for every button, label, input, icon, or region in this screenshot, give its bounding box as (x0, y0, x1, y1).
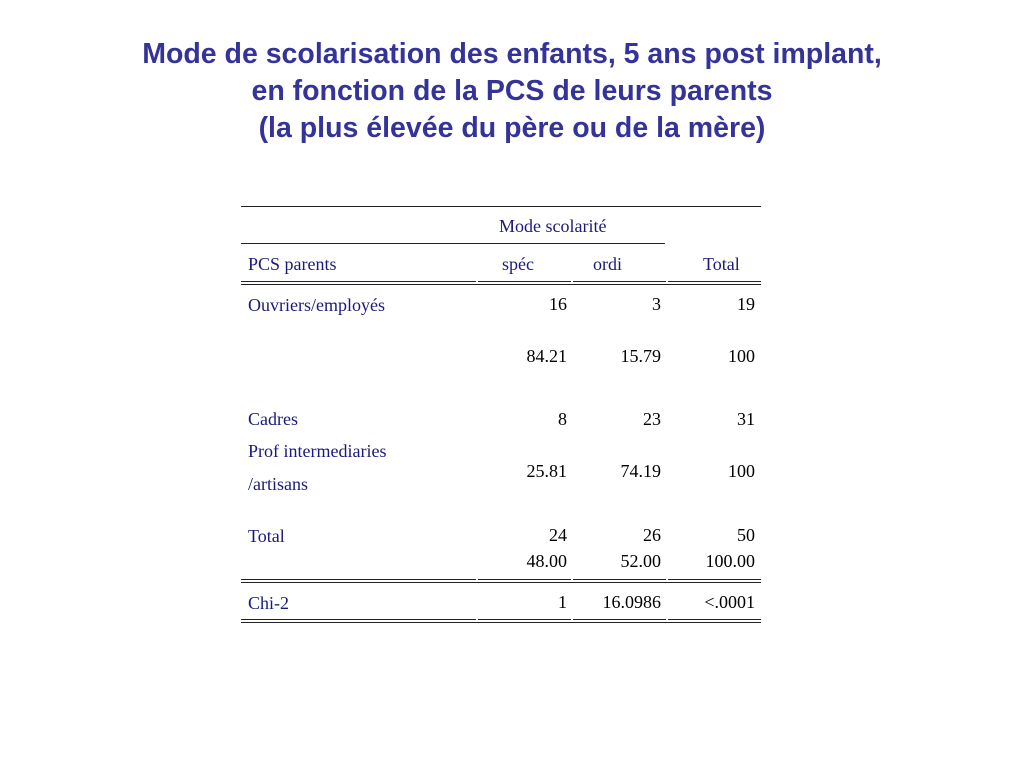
group-header-mode-scolarite: Mode scolarité (499, 216, 607, 236)
title-line-3: (la plus élevée du père ou de la mère) (258, 112, 766, 144)
total-count: 50 (737, 525, 755, 545)
rule-gap (571, 280, 573, 283)
column-header-ordi: ordi (593, 254, 622, 274)
cell-count: 31 (737, 409, 755, 429)
cell-percent: 74.19 (620, 461, 661, 481)
cell-percent: 84.21 (526, 346, 567, 366)
column-header-total: Total (703, 254, 740, 274)
title-line-2: en fonction de la PCS de leurs parents (251, 75, 773, 107)
cell-percent: 100 (728, 461, 755, 481)
row-label-ouvriers: Ouvriers/employés (248, 295, 385, 315)
row-label-total: Total (248, 526, 285, 546)
row-label-chi2: Chi-2 (248, 593, 290, 613)
rule-gap (571, 578, 573, 581)
total-count: 24 (549, 525, 567, 545)
cell-count: 16 (549, 294, 567, 314)
total-percent: 52.00 (620, 551, 661, 571)
table-top-rule (241, 206, 761, 207)
row-label-prof-intermediaries: Prof intermediaries (248, 441, 387, 461)
rule-gap (666, 578, 668, 581)
cell-count: 19 (737, 294, 755, 314)
table-bottom-rule-1 (241, 619, 761, 620)
contingency-table (241, 0, 761, 768)
header-rule (241, 243, 477, 244)
cell-percent: 100 (728, 346, 755, 366)
total-bottom-rule-1 (241, 579, 761, 580)
rule-gap (476, 280, 478, 283)
title-line-1: Mode de scolarisation des enfants, 5 ans post implant, (142, 38, 882, 70)
cell-count: 8 (558, 409, 567, 429)
table-bottom-rule-2 (241, 622, 761, 623)
cell-count: 23 (643, 409, 661, 429)
header-bottom-rule-1 (241, 281, 761, 282)
total-count: 26 (643, 525, 661, 545)
header-bottom-rule-2 (241, 284, 761, 285)
chi2-df: 1 (558, 592, 567, 612)
column-header-spec: spéc (502, 254, 534, 274)
group-header-rule (477, 243, 665, 244)
rule-gap (476, 578, 478, 581)
row-label-cadres: Cadres (248, 409, 298, 429)
rule-gap (666, 280, 668, 283)
total-percent: 100.00 (705, 551, 755, 571)
chi2-value: 16.0986 (602, 592, 661, 612)
row-label-artisans: /artisans (248, 474, 308, 494)
rule-gap (666, 618, 668, 621)
total-bottom-rule-2 (241, 582, 761, 583)
cell-percent: 15.79 (620, 346, 661, 366)
chi2-p-value: <.0001 (704, 592, 755, 612)
total-percent: 48.00 (526, 551, 567, 571)
row-header-pcs-parents: PCS parents (248, 254, 337, 274)
rule-gap (476, 618, 478, 621)
cell-percent: 25.81 (526, 461, 567, 481)
rule-gap (571, 618, 573, 621)
cell-count: 3 (652, 294, 661, 314)
